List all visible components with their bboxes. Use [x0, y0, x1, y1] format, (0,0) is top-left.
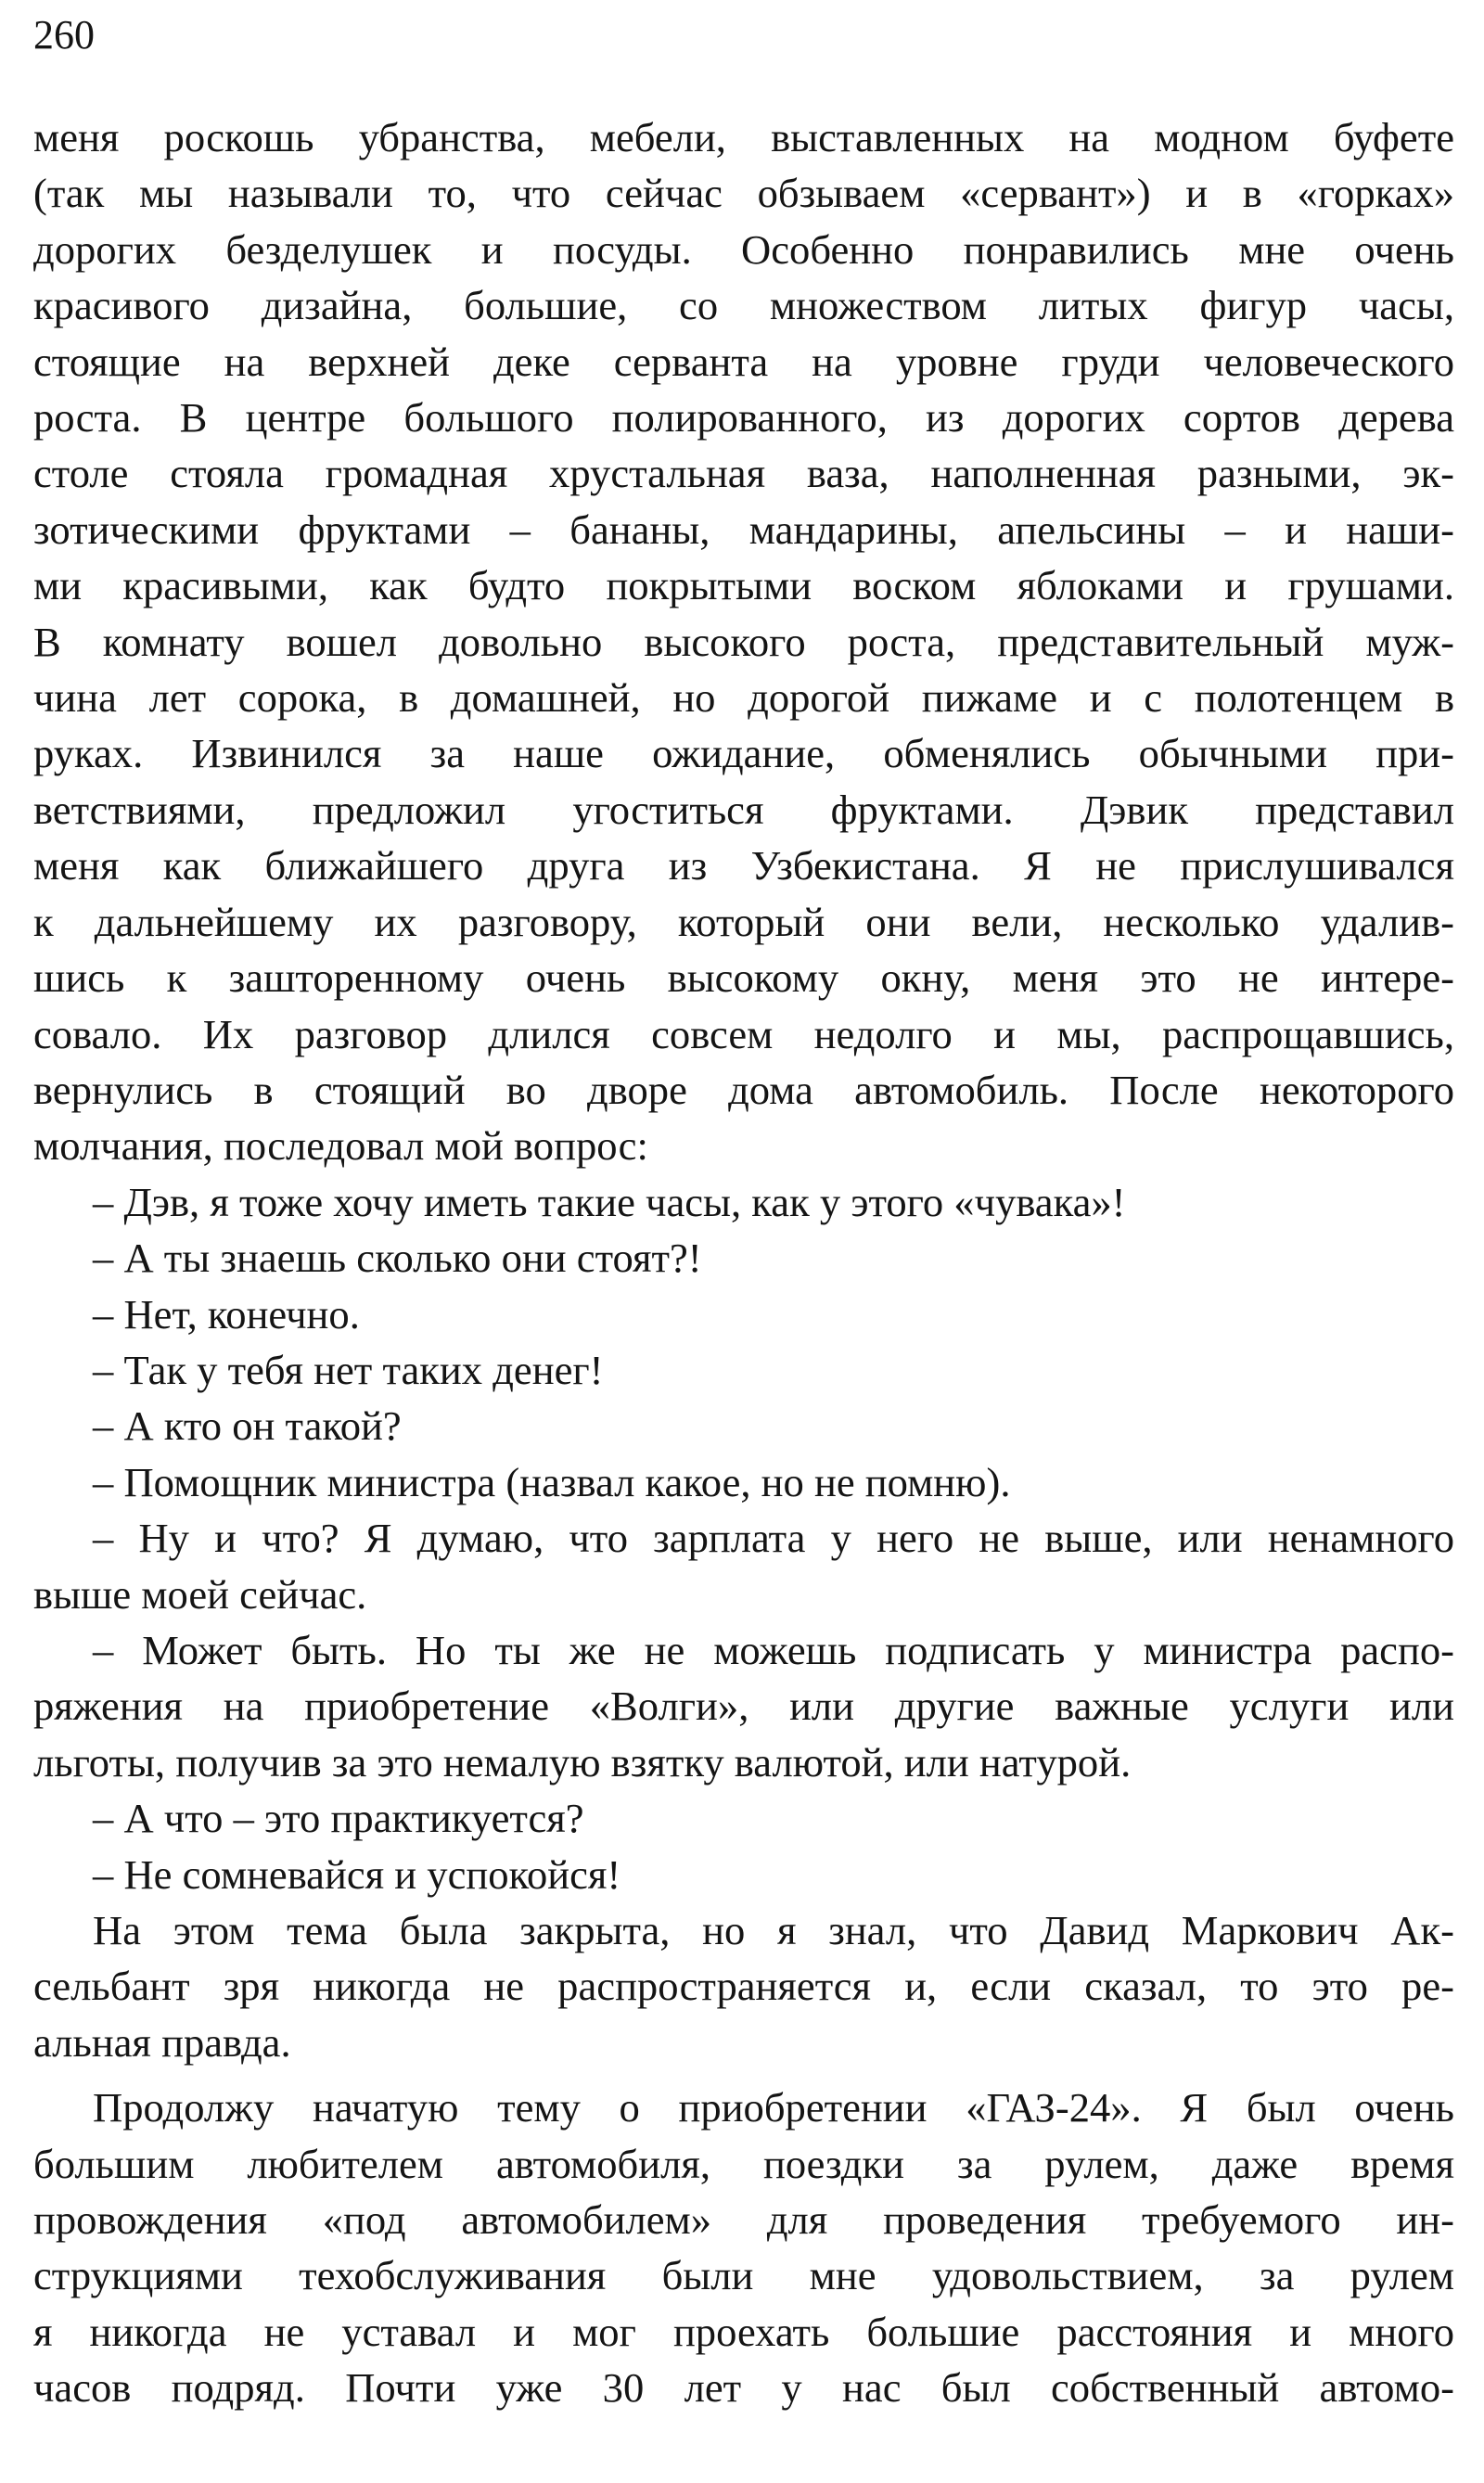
text-line: большим любителем автомобиля, поездки за рулем, даже время [33, 2140, 1454, 2187]
text-line: В комнату вошел довольно высокого роста, представительный муж- [33, 618, 1454, 665]
text-line: альная правда. [33, 2018, 291, 2066]
dialogue-line: – Не сомневайся и успокойся! [93, 1850, 621, 1898]
text-line: ветствиями, предложил угоститься фруктами. Дэвик представил [33, 786, 1454, 833]
text-line: чина лет сорока, в домашней, но дорогой пижаме и с полотенцем в [33, 674, 1454, 722]
dialogue-line: – А что – это практикуется? [93, 1795, 584, 1842]
text-line: к дальнейшему их разговору, который они вели, несколько удалив- [33, 898, 1454, 945]
dialogue-line: – Может быть. Но ты же не можешь подписать у министра распо- [93, 1626, 1454, 1673]
text-line: шись к зашторенному очень высокому окну, меня это не интере- [33, 954, 1454, 1002]
text-line: ми красивыми, как будто покрытыми воском яблоками и грушами. [33, 562, 1454, 609]
text-line: меня роскошь убранства, мебели, выставленных на модном буфете [33, 114, 1454, 160]
dialogue-line: выше моей сейчас. [33, 1570, 367, 1618]
text-line: дорогих безделушек и посуды. Особенно понравились мне очень [33, 225, 1454, 273]
text-line: провождения «под автомобилем» для проведения требуемого ин- [33, 2196, 1454, 2244]
text-line: вернулись в стоящий во дворе дома автомобиль. После некоторого [33, 1066, 1454, 1113]
dialogue-line: ряжения на приобретение «Волги», или другие важные услуги или [33, 1683, 1454, 1730]
text-line: столе стояла громадная хрустальная ваза, наполненная разными, эк- [33, 450, 1454, 497]
dialogue-line: – Так у тебя нет таких денег! [93, 1346, 604, 1393]
text-line: руках. Извинился за наше ожидание, обменялись обычными при- [33, 730, 1454, 777]
dialogue-line: – Помощник министра (назвал какое, но не помню). [93, 1458, 1011, 1505]
text-line: я никогда не уставал и мог проехать большие расстояния и много [33, 2308, 1454, 2355]
dialogue-line: льготы, получив за это немалую взятку валютой, или натурой. [33, 1738, 1132, 1785]
text-line: стоящие на верхней деке серванта на уровне груди человеческого [33, 338, 1454, 385]
dialogue-line: – А кто он такой? [93, 1402, 402, 1450]
text-line: совало. Их разговор длился совсем недолго и мы, распрощавшись, [33, 1010, 1454, 1057]
text-line: На этом тема была закрыта, но я знал, что Давид Маркович Ак- [93, 1907, 1454, 1953]
text-line: красивого дизайна, большие, со множеством литых фигур часы, [33, 282, 1454, 329]
text-line: струкциями техобслуживания были мне удовольствием, за рулем [33, 2252, 1454, 2299]
text-line: Продолжу начатую тему о приобретении «ГАЗ-24». Я был очень [93, 2084, 1454, 2131]
body-text [33, 109, 1454, 2416]
dialogue-line: – Ну и что? Я думаю, что зарплата у него не выше, или ненамного [93, 1515, 1454, 1562]
text-line: роста. В центре большого полированного, из дорогих сортов дерева [33, 394, 1454, 442]
text-line: (так мы называли то, что сейчас обзываем «сервант») и в «горках» [33, 170, 1454, 217]
text-line: меня как ближайшего друга из Узбекистана. Я не прислушивался [33, 842, 1454, 890]
text-line: часов подряд. Почти уже 30 лет у нас был собственный автомо- [33, 2364, 1454, 2412]
text-line: сельбант зря никогда не распространяется и, если сказал, то это ре- [33, 1963, 1454, 2010]
text-line: зотическими фруктами – бананы, мандарины, апельсины – и наши- [33, 506, 1454, 553]
dialogue-line: – Нет, конечно. [93, 1290, 360, 1337]
page-number: 260 [33, 12, 95, 58]
text-line: молчания, последовал мой вопрос: [33, 1122, 648, 1170]
dialogue-line: – Дэв, я тоже хочу иметь такие часы, как у этого «чувака»! [93, 1178, 1126, 1225]
dialogue-line: – А ты знаешь сколько они стоят?! [93, 1235, 702, 1282]
